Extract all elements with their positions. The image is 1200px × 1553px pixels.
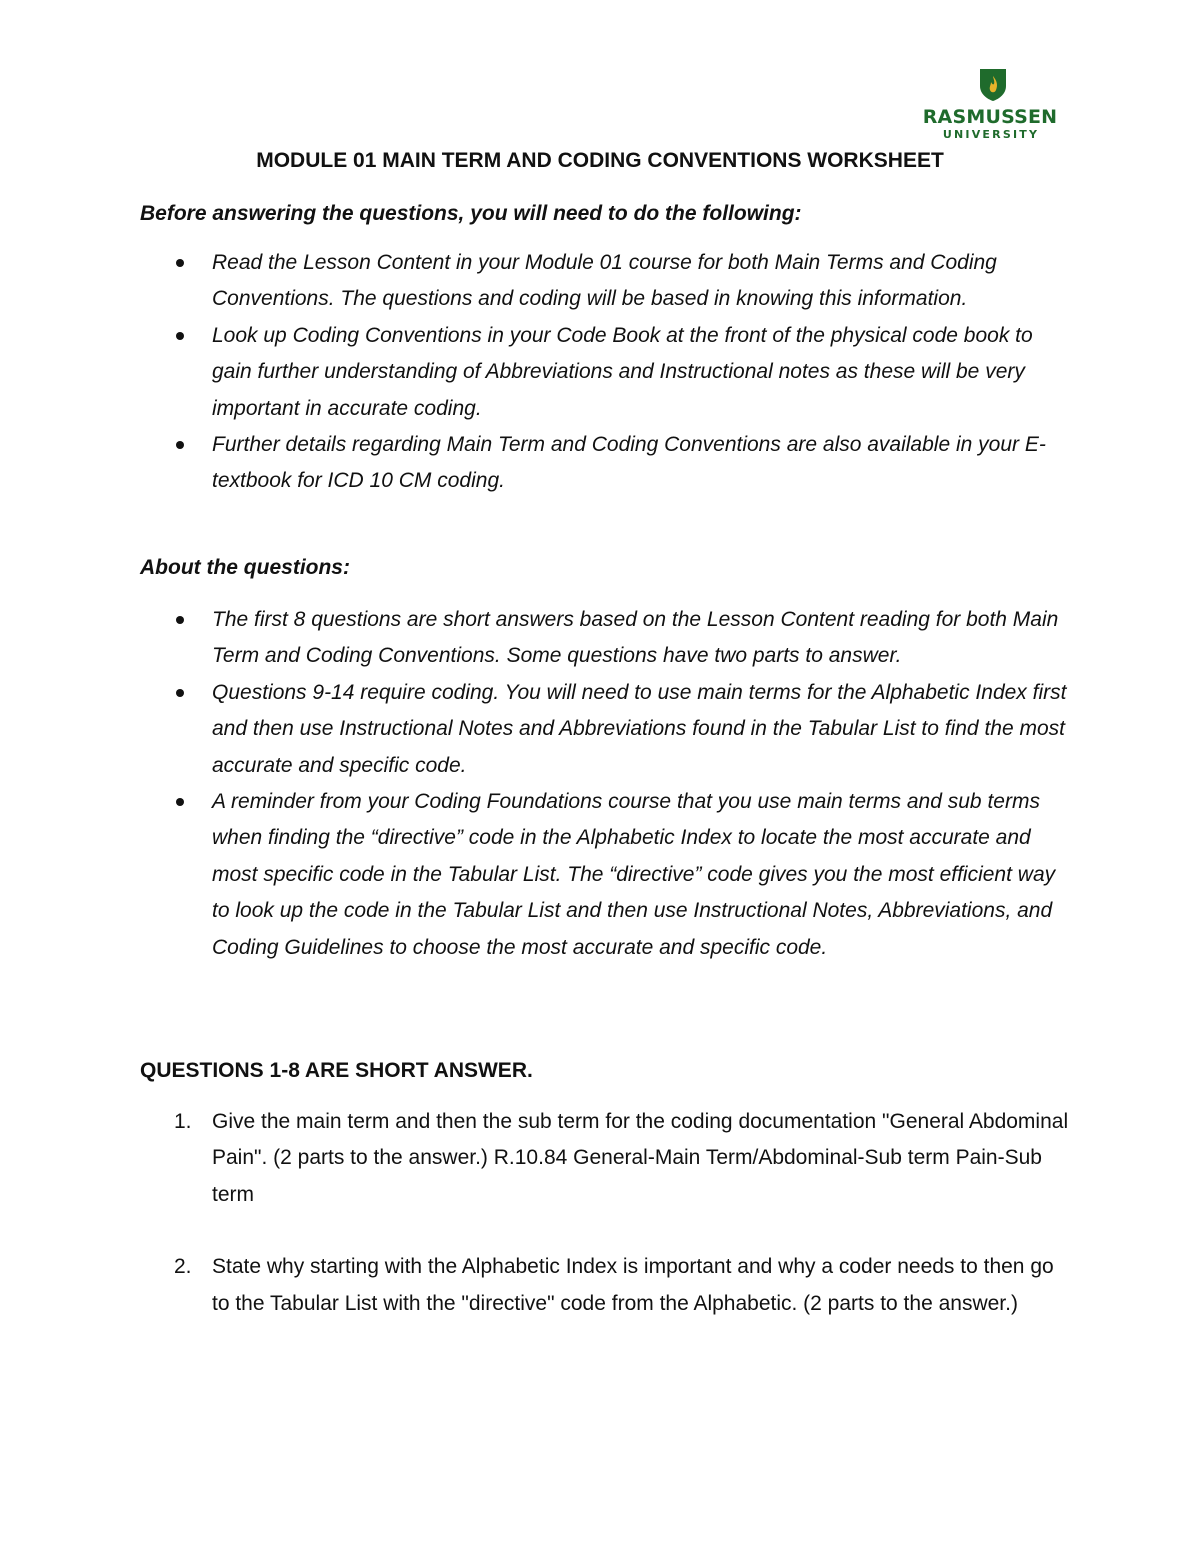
bullet-icon	[176, 798, 184, 806]
questions-list	[140, 1104, 1070, 1322]
logo-subtitle: UNIVERSITY	[942, 128, 1040, 141]
list-item-text: Look up Coding Conventions in your Code Book at the front of the physical code book to gain further understanding of Abbreviations and Instructional notes as these will be very important in accurate coding.	[212, 323, 1033, 420]
intro-heading: Before answering the questions, you will need to do the following:	[140, 202, 802, 225]
list-item	[140, 318, 1070, 427]
list-item	[140, 245, 1070, 318]
list-item-text: Read the Lesson Content in your Module 01 course for both Main Terms and Coding Conventions. The questions and coding will be based in knowing this information.	[212, 251, 997, 311]
question-text: State why starting with the Alphabetic Index is important and why a coder needs to then go to the Tabular List with the "directive" code from the Alphabetic. (2 parts to the answer.)	[212, 1255, 1054, 1315]
bullet-icon	[176, 616, 184, 624]
bullet-icon	[176, 689, 184, 697]
logo-wordmark: RASMUSSEN	[922, 106, 1058, 128]
prep-list	[140, 245, 1070, 500]
question-text: Give the main term and then the sub term for the coding documentation "General Abdominal Pain". (2 parts to the answer.) R.10.84 General-Main Term/Abdominal-Sub term Pain-Sub term	[212, 1110, 1069, 1206]
bullet-icon	[176, 441, 184, 449]
list-item	[140, 675, 1070, 784]
about-list	[140, 602, 1070, 966]
list-item	[140, 784, 1070, 966]
shield-flame-icon	[979, 68, 1007, 102]
question-number: 1.	[174, 1110, 192, 1133]
about-heading: About the questions:	[140, 556, 350, 579]
page-title: MODULE 01 MAIN TERM AND CODING CONVENTIONS WORKSHEET	[256, 149, 944, 172]
list-item-text: Questions 9-14 require coding. You will need to use main terms for the Alphabetic Index first and then use Instructional Notes and Abbreviations found in the Tabular List to find the most accurate and specific code.	[212, 680, 1067, 777]
list-item-text: The first 8 questions are short answers based on the Lesson Content reading for both Main Term and Coding Conventions. Some questions have two parts to answer.	[212, 608, 1059, 668]
list-item	[140, 602, 1070, 675]
question-number: 2.	[174, 1255, 192, 1279]
questions-heading: QUESTIONS 1-8 ARE SHORT ANSWER.	[140, 1059, 533, 1082]
question-item	[140, 1104, 1070, 1213]
bullet-icon	[176, 259, 184, 267]
list-item	[140, 427, 1070, 500]
list-item-text: A reminder from your Coding Foundations course that you use main terms and sub terms when finding the “directive” code in the Alphabetic Index to locate the most accurate and most specific code in the Tabular List. The “directive” code gives you the most efficient way to look up the code in the Tabular List and then use Instructional Notes, Abbreviations, and Coding Guidelines to choose the most accurate and specific code.	[212, 790, 1056, 959]
question-item	[140, 1249, 1070, 1322]
list-item-text: Further details regarding Main Term and Coding Conventions are also available in your E-textbook for ICD 10 CM coding.	[212, 433, 1046, 493]
university-logo	[916, 66, 1066, 146]
bullet-icon	[176, 332, 184, 340]
